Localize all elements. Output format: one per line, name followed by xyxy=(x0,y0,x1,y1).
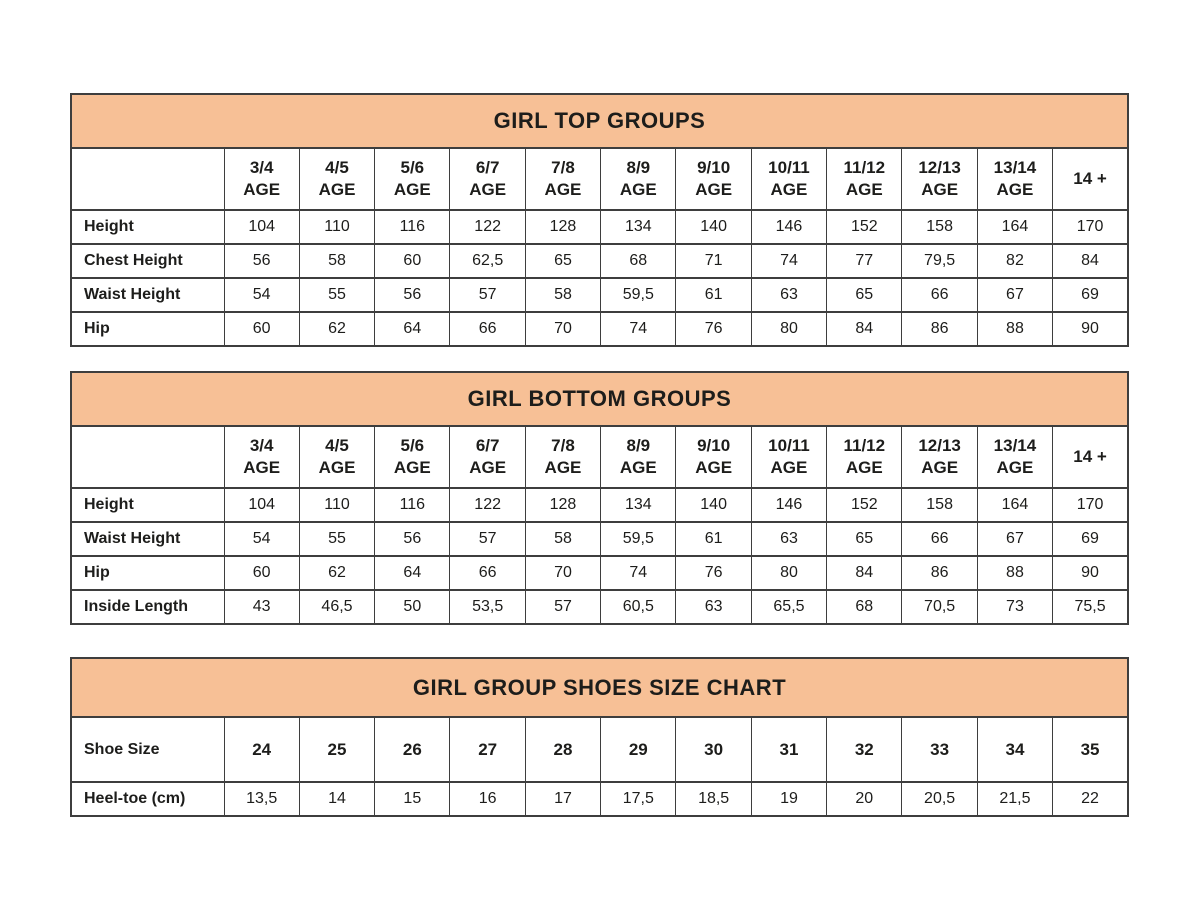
age-header-line2: AGE xyxy=(544,458,582,477)
value-cell: 64 xyxy=(375,556,450,590)
age-header-line1: 14 + xyxy=(1073,446,1107,466)
table-title-row xyxy=(71,372,1128,426)
value-cell: 46,5 xyxy=(299,590,374,624)
row-label: Hip xyxy=(71,556,224,590)
age-header-line2: AGE xyxy=(921,458,959,477)
age-header-line1: 13/14 xyxy=(993,435,1037,455)
age-header-cell xyxy=(676,148,751,210)
value-cell: 25 xyxy=(299,717,374,782)
row-label: Waist Height xyxy=(71,522,224,556)
age-header-cell xyxy=(525,426,600,488)
value-cell: 69 xyxy=(1053,522,1128,556)
row-label: Hip xyxy=(71,312,224,346)
age-header-line1: 9/10 xyxy=(697,157,731,177)
value-cell: 50 xyxy=(375,590,450,624)
age-header-line1: 4/5 xyxy=(325,435,349,455)
age-header-line2: AGE xyxy=(770,180,808,199)
value-cell: 20,5 xyxy=(902,782,977,816)
value-cell: 68 xyxy=(601,244,676,278)
value-cell: 57 xyxy=(525,590,600,624)
age-header-cell xyxy=(977,426,1052,488)
age-header-cell xyxy=(299,426,374,488)
value-cell: 70,5 xyxy=(902,590,977,624)
age-header-line1: 8/9 xyxy=(626,435,651,455)
value-cell: 74 xyxy=(751,244,826,278)
value-cell: 15 xyxy=(375,782,450,816)
age-header-line1: 7/8 xyxy=(551,157,575,177)
table-row xyxy=(71,717,1128,782)
age-header-line1: 9/10 xyxy=(697,435,731,455)
row-label: Heel-toe (cm) xyxy=(71,782,224,816)
value-cell: 128 xyxy=(525,210,600,244)
value-cell: 61 xyxy=(676,278,751,312)
girl-top-groups-table-grid xyxy=(70,93,1129,347)
age-header-cell xyxy=(601,148,676,210)
value-cell: 122 xyxy=(450,210,525,244)
value-cell: 79,5 xyxy=(902,244,977,278)
value-cell: 88 xyxy=(977,312,1052,346)
age-header-line2: AGE xyxy=(695,458,733,477)
row-label: Height xyxy=(71,210,224,244)
table-row xyxy=(71,278,1128,312)
value-cell: 33 xyxy=(902,717,977,782)
table-row xyxy=(71,782,1128,816)
value-cell: 29 xyxy=(601,717,676,782)
value-cell: 59,5 xyxy=(601,522,676,556)
age-header-line1: 8/9 xyxy=(626,157,651,177)
table-row xyxy=(71,522,1128,556)
value-cell: 32 xyxy=(827,717,902,782)
age-header-line1: 3/4 xyxy=(249,435,274,455)
value-cell: 60 xyxy=(375,244,450,278)
value-cell: 77 xyxy=(827,244,902,278)
age-header-line1: 12/13 xyxy=(918,435,961,455)
value-cell: 57 xyxy=(450,278,525,312)
value-cell: 59,5 xyxy=(601,278,676,312)
age-header-line2: AGE xyxy=(996,180,1034,199)
value-cell: 17,5 xyxy=(601,782,676,816)
age-header-line1: 14 + xyxy=(1073,168,1107,188)
value-cell: 55 xyxy=(299,522,374,556)
value-cell: 82 xyxy=(977,244,1052,278)
table-title: GIRL TOP GROUPS xyxy=(71,94,1128,148)
value-cell: 66 xyxy=(450,556,525,590)
age-header-line1: 10/11 xyxy=(768,435,810,455)
value-cell: 67 xyxy=(977,522,1052,556)
age-header-line1: 5/6 xyxy=(400,435,425,455)
age-header-line2: AGE xyxy=(845,458,883,477)
value-cell: 56 xyxy=(375,278,450,312)
value-cell: 66 xyxy=(902,278,977,312)
age-header-line2: AGE xyxy=(996,458,1034,477)
age-header-cell xyxy=(1053,148,1128,210)
table-row xyxy=(71,488,1128,522)
value-cell: 84 xyxy=(827,312,902,346)
age-header-line2: AGE xyxy=(469,458,507,477)
age-header-cell xyxy=(827,148,902,210)
value-cell: 146 xyxy=(751,210,826,244)
age-header-cell xyxy=(827,426,902,488)
age-header-line1: 11/12 xyxy=(843,435,886,455)
value-cell: 56 xyxy=(224,244,299,278)
age-header-line2: AGE xyxy=(845,180,883,199)
value-cell: 61 xyxy=(676,522,751,556)
row-label: Shoe Size xyxy=(71,717,224,782)
value-cell: 24 xyxy=(224,717,299,782)
age-header-line1: 6/7 xyxy=(475,435,500,455)
age-header-cell xyxy=(525,148,600,210)
value-cell: 30 xyxy=(676,717,751,782)
value-cell: 69 xyxy=(1053,278,1128,312)
value-cell: 170 xyxy=(1053,210,1128,244)
value-cell: 122 xyxy=(450,488,525,522)
value-cell: 66 xyxy=(450,312,525,346)
value-cell: 14 xyxy=(299,782,374,816)
value-cell: 152 xyxy=(827,210,902,244)
age-header-line2: AGE xyxy=(469,180,507,199)
value-cell: 146 xyxy=(751,488,826,522)
age-header-line2: AGE xyxy=(770,458,808,477)
value-cell: 22 xyxy=(1053,782,1128,816)
age-header-line2: AGE xyxy=(619,458,657,477)
value-cell: 56 xyxy=(375,522,450,556)
age-header-line2: AGE xyxy=(393,180,431,199)
age-header-line1: 13/14 xyxy=(993,157,1037,177)
value-cell: 70 xyxy=(525,312,600,346)
value-cell: 84 xyxy=(1053,244,1128,278)
age-header-cell xyxy=(902,148,977,210)
girl-shoes-size-table-grid xyxy=(70,657,1129,817)
age-header-cell xyxy=(751,148,826,210)
value-cell: 66 xyxy=(902,522,977,556)
age-header-cell xyxy=(601,426,676,488)
value-cell: 74 xyxy=(601,556,676,590)
row-label: Height xyxy=(71,488,224,522)
corner-cell xyxy=(71,426,224,488)
table-row xyxy=(71,590,1128,624)
age-header-line2: AGE xyxy=(393,458,431,477)
age-header-cell xyxy=(450,426,525,488)
value-cell: 20 xyxy=(827,782,902,816)
value-cell: 31 xyxy=(751,717,826,782)
value-cell: 110 xyxy=(299,488,374,522)
value-cell: 65 xyxy=(525,244,600,278)
age-header-line1: 4/5 xyxy=(325,157,349,177)
girl-top-groups-table xyxy=(70,93,1129,347)
value-cell: 60 xyxy=(224,556,299,590)
value-cell: 65 xyxy=(827,522,902,556)
value-cell: 54 xyxy=(224,278,299,312)
age-header-cell xyxy=(751,426,826,488)
age-header-row xyxy=(71,148,1128,210)
age-header-line1: 3/4 xyxy=(249,157,274,177)
value-cell: 64 xyxy=(375,312,450,346)
table-title-row xyxy=(71,658,1128,717)
value-cell: 74 xyxy=(601,312,676,346)
value-cell: 55 xyxy=(299,278,374,312)
age-header-line2: AGE xyxy=(695,180,733,199)
age-header-cell xyxy=(224,148,299,210)
value-cell: 62,5 xyxy=(450,244,525,278)
age-header-line2: AGE xyxy=(243,180,281,199)
value-cell: 75,5 xyxy=(1053,590,1128,624)
age-header-line2: AGE xyxy=(921,180,959,199)
value-cell: 54 xyxy=(224,522,299,556)
corner-cell xyxy=(71,148,224,210)
value-cell: 80 xyxy=(751,312,826,346)
age-header-line2: AGE xyxy=(318,180,356,199)
table-title: GIRL BOTTOM GROUPS xyxy=(71,372,1128,426)
value-cell: 90 xyxy=(1053,556,1128,590)
table-title: GIRL GROUP SHOES SIZE CHART xyxy=(71,658,1128,717)
value-cell: 71 xyxy=(676,244,751,278)
value-cell: 67 xyxy=(977,278,1052,312)
value-cell: 110 xyxy=(299,210,374,244)
girl-bottom-groups-table-grid xyxy=(70,371,1129,625)
age-header-line1: 11/12 xyxy=(843,157,886,177)
value-cell: 134 xyxy=(601,488,676,522)
value-cell: 17 xyxy=(525,782,600,816)
value-cell: 34 xyxy=(977,717,1052,782)
value-cell: 60 xyxy=(224,312,299,346)
value-cell: 21,5 xyxy=(977,782,1052,816)
value-cell: 84 xyxy=(827,556,902,590)
age-header-cell xyxy=(450,148,525,210)
age-header-line1: 5/6 xyxy=(400,157,425,177)
age-header-cell xyxy=(375,426,450,488)
value-cell: 80 xyxy=(751,556,826,590)
age-header-cell xyxy=(299,148,374,210)
value-cell: 76 xyxy=(676,312,751,346)
value-cell: 57 xyxy=(450,522,525,556)
value-cell: 19 xyxy=(751,782,826,816)
age-header-cell xyxy=(902,426,977,488)
table-row xyxy=(71,312,1128,346)
value-cell: 62 xyxy=(299,556,374,590)
value-cell: 104 xyxy=(224,210,299,244)
age-header-cell xyxy=(1053,426,1128,488)
age-header-cell xyxy=(977,148,1052,210)
value-cell: 58 xyxy=(299,244,374,278)
row-label: Chest Height xyxy=(71,244,224,278)
value-cell: 13,5 xyxy=(224,782,299,816)
value-cell: 58 xyxy=(525,522,600,556)
value-cell: 134 xyxy=(601,210,676,244)
value-cell: 140 xyxy=(676,488,751,522)
value-cell: 128 xyxy=(525,488,600,522)
value-cell: 62 xyxy=(299,312,374,346)
value-cell: 73 xyxy=(977,590,1052,624)
age-header-line1: 12/13 xyxy=(918,157,961,177)
value-cell: 116 xyxy=(375,210,450,244)
age-header-line1: 10/11 xyxy=(768,157,810,177)
age-header-cell xyxy=(224,426,299,488)
value-cell: 70 xyxy=(525,556,600,590)
age-header-line1: 7/8 xyxy=(551,435,575,455)
value-cell: 88 xyxy=(977,556,1052,590)
girl-bottom-groups-table xyxy=(70,371,1129,625)
value-cell: 86 xyxy=(902,312,977,346)
girl-shoes-size-table xyxy=(70,657,1129,817)
age-header-cell xyxy=(676,426,751,488)
value-cell: 18,5 xyxy=(676,782,751,816)
table-title-row xyxy=(71,94,1128,148)
value-cell: 158 xyxy=(902,488,977,522)
value-cell: 53,5 xyxy=(450,590,525,624)
value-cell: 65,5 xyxy=(751,590,826,624)
value-cell: 116 xyxy=(375,488,450,522)
value-cell: 170 xyxy=(1053,488,1128,522)
value-cell: 28 xyxy=(525,717,600,782)
value-cell: 68 xyxy=(827,590,902,624)
value-cell: 35 xyxy=(1053,717,1128,782)
age-header-line2: AGE xyxy=(619,180,657,199)
age-header-cell xyxy=(375,148,450,210)
age-header-line1: 6/7 xyxy=(475,157,500,177)
age-header-row xyxy=(71,426,1128,488)
value-cell: 140 xyxy=(676,210,751,244)
row-label: Waist Height xyxy=(71,278,224,312)
value-cell: 164 xyxy=(977,488,1052,522)
table-row xyxy=(71,210,1128,244)
value-cell: 65 xyxy=(827,278,902,312)
row-label: Inside Length xyxy=(71,590,224,624)
value-cell: 63 xyxy=(751,522,826,556)
value-cell: 90 xyxy=(1053,312,1128,346)
table-row xyxy=(71,244,1128,278)
value-cell: 43 xyxy=(224,590,299,624)
age-header-line2: AGE xyxy=(243,458,281,477)
age-header-line2: AGE xyxy=(318,458,356,477)
value-cell: 16 xyxy=(450,782,525,816)
value-cell: 86 xyxy=(902,556,977,590)
value-cell: 63 xyxy=(676,590,751,624)
value-cell: 27 xyxy=(450,717,525,782)
value-cell: 26 xyxy=(375,717,450,782)
table-row xyxy=(71,556,1128,590)
value-cell: 58 xyxy=(525,278,600,312)
age-header-line2: AGE xyxy=(544,180,582,199)
value-cell: 164 xyxy=(977,210,1052,244)
value-cell: 76 xyxy=(676,556,751,590)
value-cell: 60,5 xyxy=(601,590,676,624)
value-cell: 104 xyxy=(224,488,299,522)
value-cell: 152 xyxy=(827,488,902,522)
value-cell: 63 xyxy=(751,278,826,312)
value-cell: 158 xyxy=(902,210,977,244)
